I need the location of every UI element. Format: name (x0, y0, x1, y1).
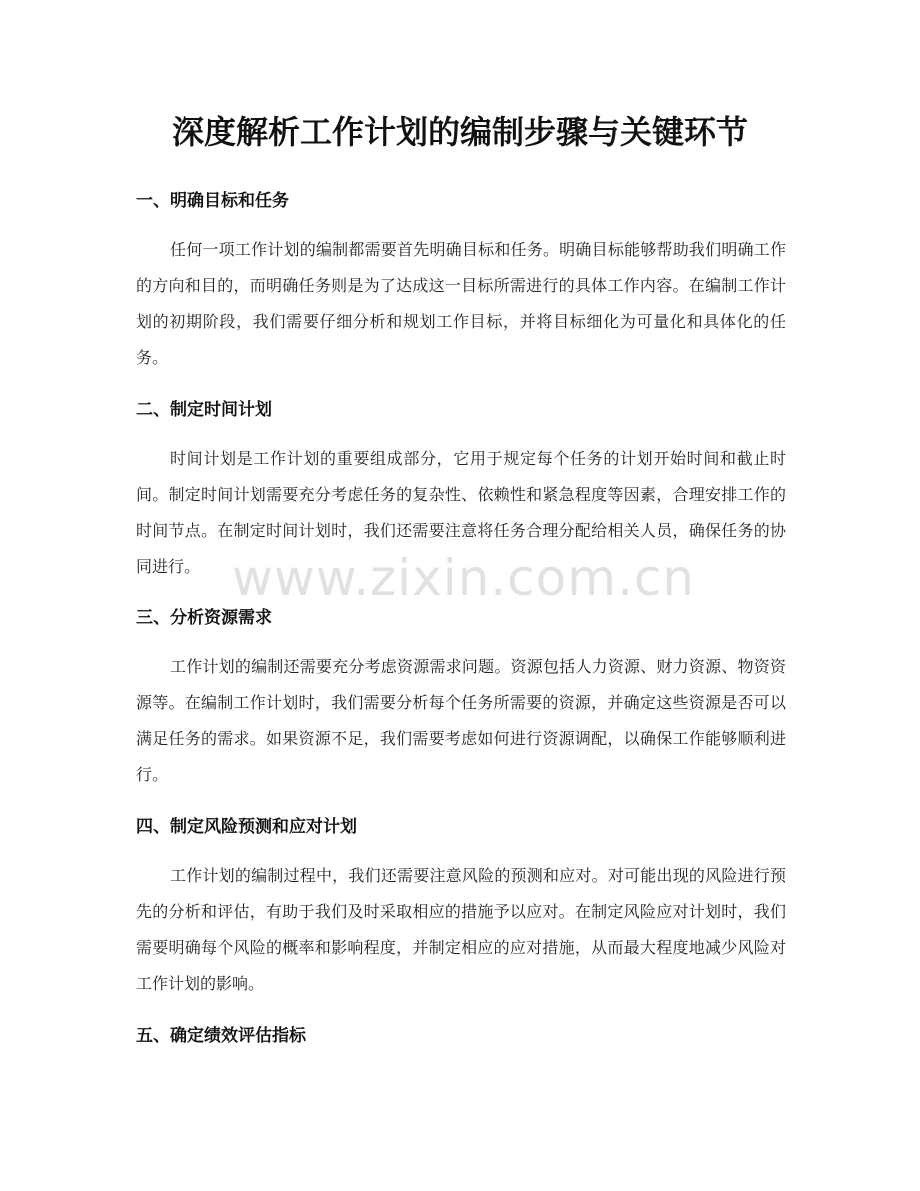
section-body-3: 工作计划的编制还需要充分考虑资源需求问题。资源包括人力资源、财力资源、物资资源等。在编制工作计划时，我们需要分析每个任务所需要的资源，并确定这些资源是否可以满足任务的需求。如果资源不足，我们需要考虑如何进行资源调配，以确保工作能够顺利进行。 (136, 657, 786, 784)
section-heading-1: 一、明确目标和任务 (136, 191, 289, 211)
section-heading-5: 五、确定绩效评估指标 (136, 1026, 306, 1046)
watermark: www.zixin.com.cn (232, 549, 696, 607)
section-body-1: 任何一项工作计划的编制都需要首先明确目标和任务。明确目标能够帮助我们明确工作的方向和目的，而明确任务则是为了达成这一目标所需进行的具体工作内容。在编制工作计划的初期阶段，我们需要仔细分析和规划工作目标，并将目标细化为可量化和具体化的任务。 (136, 240, 786, 367)
section-body-4: 工作计划的编制过程中，我们还需要注意风险的预测和应对。对可能出现的风险进行预先的分析和评估，有助于我们及时采取相应的措施予以应对。在制定风险应对计划时，我们需要明确每个风险的概率和影响程度，并制定相应的应对措施，从而最大程度地减少风险对工作计划的影响。 (136, 866, 786, 993)
section-heading-4: 四、制定风险预测和应对计划 (136, 817, 357, 837)
section-heading-2: 二、制定时间计划 (136, 400, 272, 420)
section-heading-3: 三、分析资源需求 (136, 608, 272, 628)
section-body-2: 时间计划是工作计划的重要组成部分，它用于规定每个任务的计划开始时间和截止时间。制定时间计划需要充分考虑任务的复杂性、依赖性和紧急程度等因素，合理安排工作的时间节点。在制定时间计划时，我们还需要注意将任务合理分配给相关人员，确保任务的协同进行。 (136, 449, 786, 576)
document-title: 深度解析工作计划的编制步骤与关键环节 (171, 113, 748, 151)
